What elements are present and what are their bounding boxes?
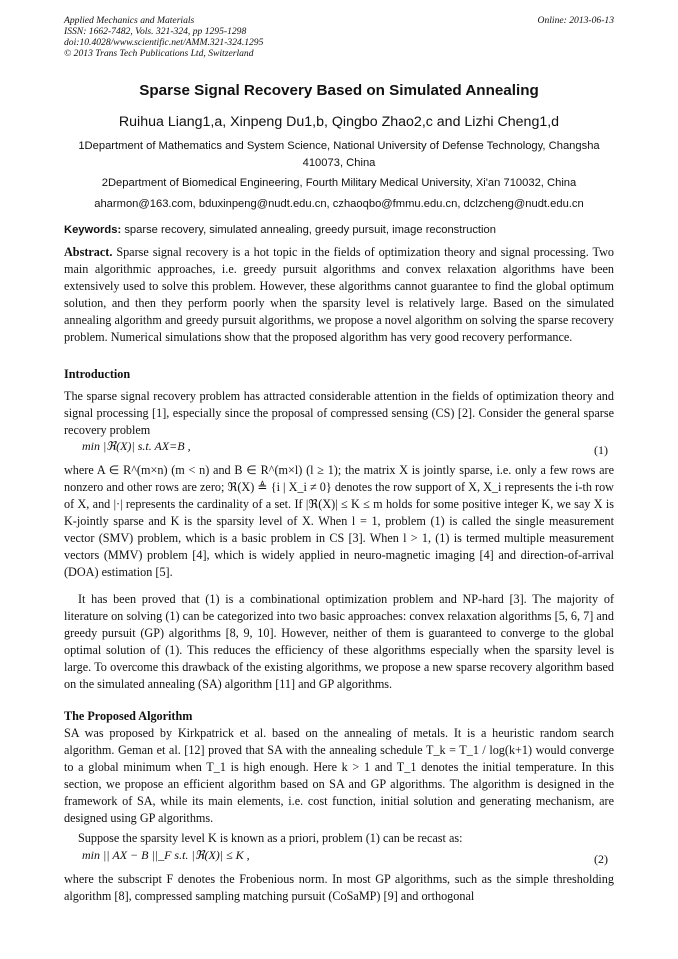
keywords-text: sparse recovery, simulated annealing, greedy pursuit, image reconstruction <box>124 224 496 236</box>
journal-header <box>64 15 614 59</box>
equation-1-body: min |ℜ(X)| s.t. AX=B , <box>82 439 191 453</box>
doi: doi:10.4028/www.scientific.net/AMM.321-324.1295 <box>64 37 264 48</box>
keywords <box>64 224 614 236</box>
issn: ISSN: 1662-7482, Vols. 321-324, pp 1295-1298 <box>64 26 247 37</box>
keywords-label: Keywords: <box>64 224 122 236</box>
proposed-paragraph-2: Suppose the sparsity level K is known as a priori, problem (1) can be recast as: <box>78 831 463 845</box>
emails: aharmon@163.com, bduxinpeng@nudt.edu.cn, czhaoqbo@fmmu.edu.cn, dclzcheng@nudt.edu.cn <box>94 198 584 210</box>
abstract-label: Abstract. <box>64 245 113 259</box>
intro-paragraph-1: The sparse signal recovery problem has attracted considerable attention in the fields of optimization theory and signal processing [1], especially since the proposal of compressed sensing (CS) [2]. Consider the general sparse recovery problem <box>64 389 614 437</box>
affiliation-1: 1Department of Mathematics and System Science, National University of Defense Technology, Changsha 410073, China <box>78 140 600 169</box>
authors: Ruihua Liang1,a, Xinpeng Du1,b, Qingbo Zhao2,c and Lizhi Cheng1,d <box>118 114 560 130</box>
abstract <box>64 244 614 346</box>
equation-2-number: (2) <box>594 852 608 866</box>
affiliation-2: 2Department of Biomedical Engineering, Fourth Military Medical University, Xi'an 710032, China <box>101 177 577 189</box>
intro-paragraph-2: where A ∈ R^(m×n) (m < n) and B ∈ R^(m×l) (l ≥ 1); the matrix X is jointly sparse, i.e. only a few rows are nonzero and other rows are zero; ℜ(X) ≜ {i | X_i ≠ 0} denotes the row support of X, X_i represents the i-th row of X, and |·| represents the cardinality of a set. If |ℜ(X)| ≤ K ≤ m holds for some positive integer K, we say X is K-jointly sparse and K is the sparsity level of X. When l = 1, problem (1) is called the single measurement vector (SMV) problem, which is a basic problem in CS [3]. When l > 1, (1) is termed multiple measurement vectors (MMV) problem [4], which is widely applied in neuro-magnetic imaging [4] and direction-of-arrival (DOA) estimation [5]. <box>64 463 614 579</box>
section-heading-introduction: Introduction <box>64 367 131 381</box>
abstract-text: Sparse signal recovery is a hot topic in the fields of optimization theory and signal processing. Two main algorithmic approaches, i.e. greedy pursuit algorithms and convex relaxation algorithms have been extensively used to solve this problem. However, these algorithms cannot guarantee to find the global optimum solution, and then they perform poorly when the sparsity level is relatively large. Based on the simulated annealing algorithm and greedy pursuit algorithms, we propose a novel algorithm on solving the sparse recovery problem. Numerical simulations show that the proposed algorithm has very good recovery performance. <box>64 245 614 344</box>
copyright: © 2013 Trans Tech Publications Ltd, Switzerland <box>64 48 254 59</box>
equation-1-number: (1) <box>594 443 608 457</box>
intro-paragraph-3: It has been proved that (1) is a combinational optimization problem and NP-hard [3]. The majority of literature on solving (1) can be categorized into two basic approaches: convex relaxation algorithms [5, 6, 7] and greedy pursuit (GP) algorithms [8, 9, 10]. However, neither of them is guaranteed to converge to the global optimal solution of (1). This reduces the efficiency of these algorithms especially when the sparsity level is large. To overcome this drawback of the existing algorithms, we propose a new sparse recovery algorithm based on the simulated annealing (SA) algorithm [11] and GP algorithms. <box>64 592 614 691</box>
proposed-paragraph-1: SA was proposed by Kirkpatrick et al. based on the annealing of metals. It is a heuristic random search algorithm. Geman et al. [12] proved that SA with the annealing schedule T_k = T_1 / log(k+1) would converge to a global minimum when T_1 is high enough. Here k > 1 and T_1 denotes the initial temperature. In this section, we propose an efficient algorithm based on SA and GP algorithms. The algorithm is designed in the framework of SA, while its main elements, i.e. cost function, initial solution and generating mechanism, are designed using GP algorithms. <box>64 726 614 825</box>
section-heading-proposed-algorithm: The Proposed Algorithm <box>64 709 193 723</box>
journal-name: Applied Mechanics and Materials <box>64 15 195 26</box>
proposed-paragraph-3: where the subscript F denotes the Frobenious norm. In most GP algorithms, such as the simple thresholding algorithm [8], compressed sampling matching pursuit (CoSaMP) [9] and orthogonal <box>64 872 614 903</box>
paper-title: Sparse Signal Recovery Based on Simulated Annealing <box>139 82 539 99</box>
equation-2-body: min || AX − B ||_F s.t. |ℜ(X)| ≤ K , <box>82 848 250 862</box>
online-date: Online: 2013-06-13 <box>537 15 614 26</box>
